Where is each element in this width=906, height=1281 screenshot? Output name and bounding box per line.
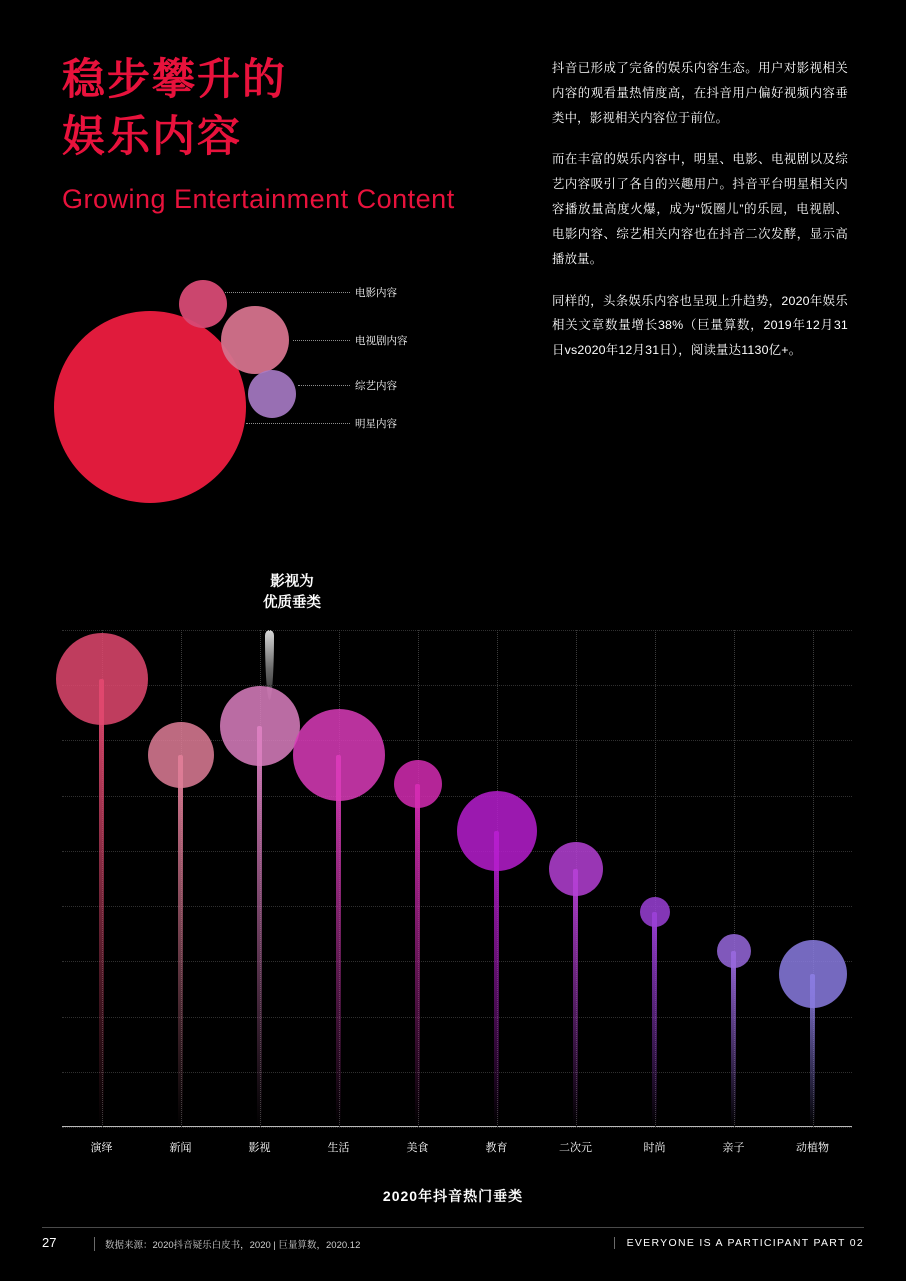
cluster-bubble-label: 综艺内容 <box>355 380 397 392</box>
intro-paragraph-1: 抖音已形成了完备的娱乐内容生态。用户对影视相关内容的观看量热情度高，在抖音用户偏好视频内容垂类中，影视相关内容位于前位。 <box>552 61 848 125</box>
cluster-bubble <box>248 370 296 418</box>
bubble-stem <box>178 755 183 1127</box>
chart-plot-area <box>62 630 852 1185</box>
cluster-leader-line <box>246 423 350 424</box>
x-axis-tick-label: 美食 <box>406 1142 429 1154</box>
cluster-leader-line <box>298 385 350 386</box>
chart-bubble <box>293 709 385 801</box>
page-footer <box>42 1227 864 1253</box>
bubble-stem <box>257 726 262 1127</box>
chart-bubble <box>640 897 670 927</box>
footer-section-label: EVERYONE IS A PARTICIPANT PART 02 <box>614 1237 864 1249</box>
page-title <box>62 52 522 215</box>
chart-bubble <box>220 686 300 766</box>
x-axis-tick-label: 动植物 <box>796 1142 829 1154</box>
entertainment-bubble-cluster <box>50 262 510 522</box>
bubble-stem <box>494 831 499 1127</box>
chart-bubble <box>779 940 847 1008</box>
x-axis-tick-label: 教育 <box>485 1142 508 1154</box>
chart-annotation-line1: 影视为 <box>270 574 314 590</box>
chart-bubble <box>549 842 603 896</box>
x-axis-tick-label: 生活 <box>327 1142 350 1154</box>
chart-annotation-line2: 优质垂类 <box>263 595 321 612</box>
chart-bubble <box>148 722 214 788</box>
bubble-stem <box>336 755 341 1127</box>
chart-caption: 2020年抖音热门垂类 <box>382 1188 524 1204</box>
bubble-stem <box>99 679 104 1127</box>
x-axis-tick-label: 二次元 <box>559 1142 592 1154</box>
x-axis-tick-label: 新闻 <box>169 1142 192 1154</box>
title-cn-line2: 娱乐内容 <box>62 112 242 161</box>
data-source-note: 数据来源：2020抖音疑乐白皮书，2020 | 巨量算数，2020.12 <box>94 1237 360 1251</box>
x-axis-tick-label: 演绎 <box>90 1142 113 1154</box>
chart-bubble <box>457 791 537 871</box>
title-en: Growing Entertainment Content <box>62 183 455 214</box>
vertical-bubble-chart <box>0 560 906 1204</box>
chart-annotation <box>222 572 362 614</box>
horizontal-gridline <box>62 1127 852 1128</box>
chart-bubble <box>56 633 148 725</box>
x-axis-tick-label: 亲子 <box>722 1142 745 1154</box>
cluster-leader-line <box>293 340 350 341</box>
page-number: 27 <box>42 1235 57 1250</box>
intro-text-block <box>552 56 848 380</box>
intro-paragraph-3: 同样的，头条娱乐内容也呈现上升趋势，2020年娱乐相关文章数量增长38%（巨量算数，2019年12月31日vs2020年12月31日），阅读量达1130亿+。 <box>552 293 848 358</box>
cluster-bubble <box>221 306 289 374</box>
cluster-bubble <box>54 311 246 503</box>
cluster-bubble-label: 明星内容 <box>355 418 397 430</box>
title-cn-line1: 稳步攀升的 <box>62 56 287 104</box>
chart-bubble <box>394 760 442 808</box>
bubble-stem <box>573 869 578 1127</box>
cluster-bubble <box>179 280 227 328</box>
x-axis-tick-label: 时尚 <box>643 1142 666 1154</box>
footer-divider <box>42 1227 864 1228</box>
bubble-stem <box>652 912 657 1127</box>
chart-bubble <box>717 934 751 968</box>
intro-paragraph-2: 而在丰富的娱乐内容中，明星、电影、电视剧以及综艺内容吸引了各自的兴趣用户。抖音平台明星相关内容播放量高度火爆，成为“饭圈儿”的乐园，电视剧、电影内容、综艺相关内容也在抖音二次发酵，显示高播放量。 <box>552 152 848 266</box>
bubble-stem <box>731 951 736 1127</box>
cluster-leader-line <box>225 292 350 293</box>
cluster-bubble-label: 电影内容 <box>355 287 397 299</box>
x-axis-tick-label: 影视 <box>248 1142 271 1154</box>
cluster-bubble-label: 电视剧内容 <box>355 335 408 347</box>
bubble-stem <box>415 784 420 1127</box>
